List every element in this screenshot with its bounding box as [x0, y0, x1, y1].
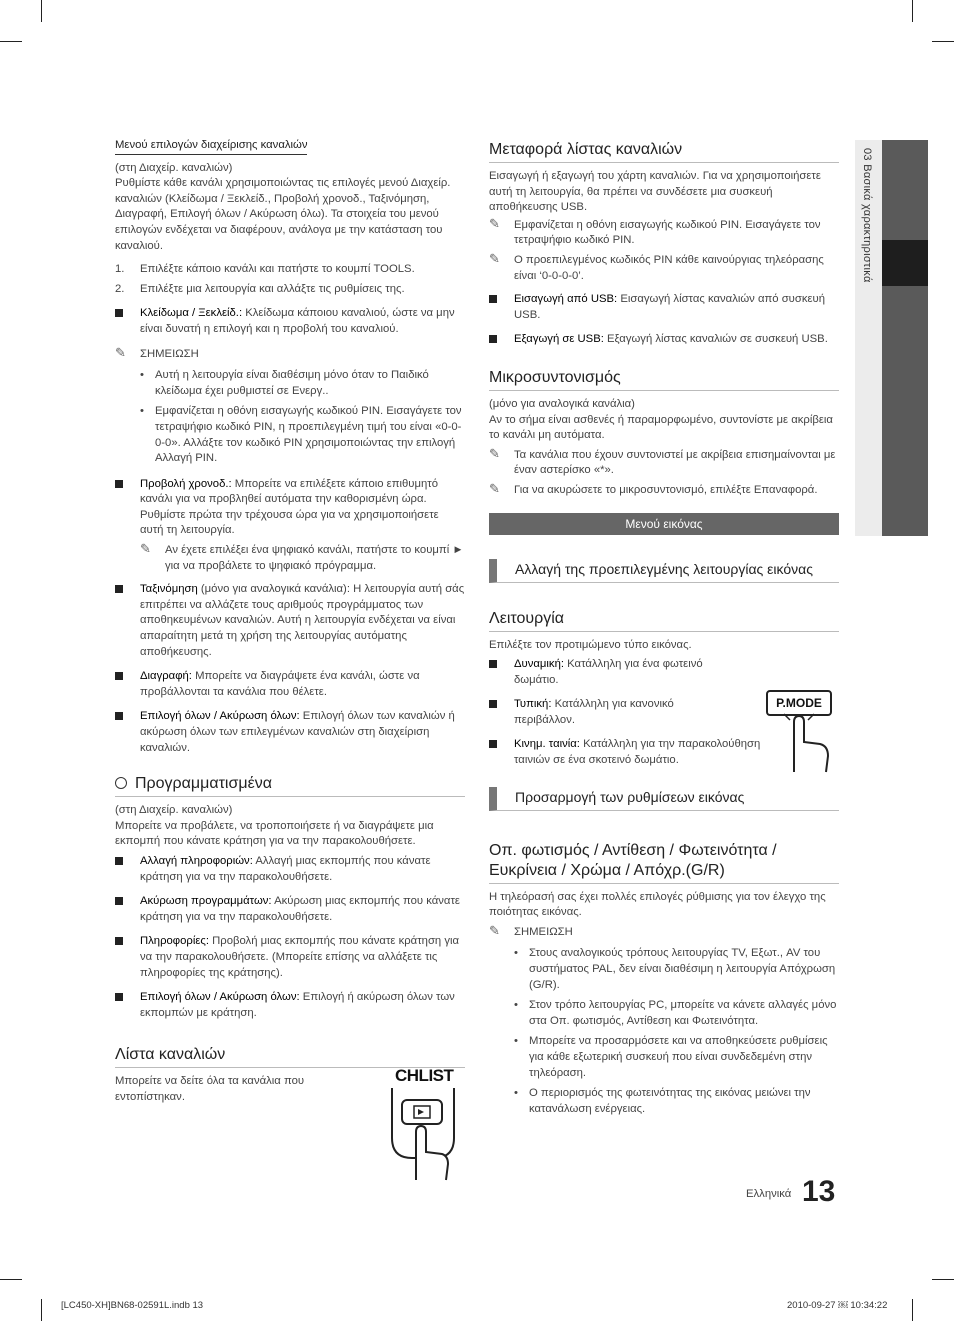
footer-file: [LC450-XH]BN68-02591L.indb 13: [61, 1300, 204, 1311]
item-text: Κατάλληλη για κανονικό περιβάλλον.: [514, 698, 674, 726]
mode-item: [489, 697, 719, 728]
scheduled-item: [115, 854, 465, 885]
right-column: [489, 140, 839, 1122]
channel-list-heading: Λίστα καναλιών: [115, 1045, 465, 1068]
item-term: Αλλαγή πληροφοριών:: [140, 854, 253, 867]
pmode-button-illustration: [766, 690, 836, 775]
chapter-tab-label: 03 Βασικά χαρακτηριστικά: [861, 148, 873, 283]
note-text: Εμφανίζεται η οθόνη εισαγωγής κωδικού PIN. Εισαγάγετε τον τετραψήφιο κωδικό PIN.: [514, 218, 821, 247]
item-text: Ακύρωση μιας εκπομπής που κάνατε κράτηση για να την παρακολουθήσετε.: [140, 895, 460, 923]
delete-item: [115, 669, 465, 700]
fine-tune-intro: Αν το σήμα είναι ασθενές ή παραμορφωμένο, συντονίστε με ακρίβεια το κανάλι μη αυτόματα.: [489, 413, 833, 442]
note-text: Ο προεπιλεγμένος κωδικός PIN κάθε καινούργιας τηλεόρασης είναι ‘0-0-0-0’.: [514, 253, 824, 282]
note-pencil-icon: ✎: [489, 445, 500, 461]
crop-mark: [41, 0, 42, 22]
item-term: Ακύρωση προγραμμάτων:: [140, 895, 272, 908]
transfer-note: [489, 250, 839, 284]
usb-export-item: [489, 332, 839, 348]
pmode-label: P.MODE: [766, 690, 832, 716]
chapter-tab: [855, 140, 882, 536]
fine-tune-note: [489, 480, 839, 499]
item-text: Κατάλληλη για ένα φωτεινό δωμάτιο.: [514, 658, 703, 686]
scheduled-item: [115, 894, 465, 925]
note-label: ΣΗΜΕΙΩΣΗ: [514, 925, 573, 938]
step-1: [115, 262, 465, 278]
crop-mark: [932, 1279, 954, 1280]
note-bullet: • Στον τρόπο λειτουργίας PC, μπορείτε να κάνετε αλλαγές μόνο στα Οπ. φωτισμός, Αντίθεση και Φωτεινότητα.: [514, 998, 839, 1029]
fine-tune-heading: Μικροσυντονισμός: [489, 368, 839, 391]
step-number: 1.: [115, 263, 125, 276]
item-term: Εισαγωγή από USB:: [514, 293, 618, 306]
transfer-note: [489, 215, 839, 249]
item-term: Κλείδωμα / Ξεκλείδ.:: [140, 307, 243, 320]
note-text: Τα κανάλια που έχουν συντονιστεί με ακρίβεια επισημαίνονται με έναν αστερίσκο «*».: [514, 448, 836, 477]
note-header: [489, 922, 839, 941]
item-term: Κινημ. ταινία:: [514, 738, 580, 751]
timer-note-wrap: [115, 543, 465, 574]
chapter-tab-marker: [882, 240, 928, 286]
note-pencil-icon: ✎: [489, 922, 500, 938]
menu-path: (στη Διαχείρ. καναλιών): [115, 161, 233, 174]
mode-heading: Λειτουργία: [489, 609, 839, 632]
chlist-button-illustration: [388, 1066, 458, 1186]
scheduled-heading: [115, 774, 465, 797]
left-column: [115, 138, 465, 1114]
select-all-item: [115, 709, 465, 756]
item-term: Εξαγωγή σε USB:: [514, 333, 604, 346]
note-bullets: [115, 368, 465, 467]
item-text: Εξαγωγή λίστας καναλιών σε συσκευή USB.: [603, 333, 828, 346]
note-bullet: • Μπορείτε να προσαρμόσετε και να αποθηκεύσετε ρυθμίσεις για κάθε εξωτερική συσκευή που είναι συνδεδεμένη στην τηλεόραση.: [514, 1034, 839, 1081]
channel-list-text: Μπορείτε να δείτε όλα τα κανάλια που εντοπίστηκαν.: [115, 1075, 305, 1103]
item-text: Προβολή μιας εκπομπής που κάνατε κράτηση για να την παρακολουθήσετε. (Μπορείτε επίσης να αλλάξετε τις πληροφορίες της κράτησης).: [140, 935, 460, 979]
item-text: Κλείδωμα κάποιου καναλιού, ώστε να μην είναι δυνατή η επιλογή και η προβολή του καναλιού.: [140, 307, 455, 335]
picture-menu-band: Μενού εικόνας: [489, 513, 839, 535]
note-text: Για να ακυρώσετε το μικροσυντονισμό, επιλέξτε Επαναφορά.: [514, 483, 818, 496]
scheduled-item: [115, 990, 465, 1021]
sort-item: [115, 582, 465, 660]
chapter-tab-dark: [882, 140, 928, 536]
transfer-intro: Εισαγωγή ή εξαγωγή του χάρτη καναλιών. Για να χρησιμοποιήσετε αυτή τη λειτουργία, θα πρέπει να συνδέσετε μια συσκευή αποθήκευσης USB.: [489, 170, 821, 214]
adjust-settings-heading: Προσαρμογή των ρυθμίσεων εικόνας: [489, 787, 839, 811]
timer-item: [115, 477, 465, 539]
hand-pressing-icon: [388, 1088, 458, 1188]
note-bullet: • Ο περιορισμός της φωτεινότητας της εικόνας μειώνει την κατανάλωση ενέργειας.: [514, 1086, 839, 1117]
crop-mark: [0, 1279, 22, 1280]
fine-tune-note: [489, 445, 839, 479]
item-text: Επιλογή ή ακύρωση όλων των εκπομπών με κράτηση.: [140, 991, 455, 1019]
item-term: Προβολή χρονοδ.:: [140, 477, 232, 490]
crop-mark: [912, 0, 913, 22]
note-bullet: • Αυτή η λειτουργία είναι διαθέσιμη μόνο όταν το Παιδικό κλείδωμα έχει ρυθμιστεί σε Ενεργ..: [140, 368, 465, 399]
footer-language: Ελληνικά: [746, 1188, 792, 1200]
backlight-heading: Οπ. φωτισμός / Αντίθεση / Φωτεινότητα / Ευκρίνεια / Χρώμα / Απόχρ.(G/R): [489, 841, 839, 884]
lock-item: [115, 306, 465, 337]
note-bullets: [489, 946, 839, 1117]
item-term: Επιλογή όλων / Ακύρωση όλων:: [140, 991, 300, 1004]
item-term: Πληροφορίες:: [140, 935, 209, 948]
item-term: Διαγραφή:: [140, 670, 192, 683]
note-label: ΣΗΜΕΙΩΣΗ: [140, 347, 199, 360]
transfer-heading: Μεταφορά λίστας καναλιών: [489, 140, 839, 163]
note-pencil-icon: ✎: [115, 344, 126, 360]
step-text: Επιλέξτε κάποιο κανάλι και πατήστε το κουμπί TOOLS.: [140, 263, 415, 276]
menu-options-title: Μενού επιλογών διαχείρισης καναλιών: [115, 138, 307, 155]
note-bullet: • Στους αναλογικούς τρόπους λειτουργίας TV, Εξωτ., AV του συστήματος PAL, δεν είναι διαθέσιμη η λειτουργία Απόχρωση (G/R).: [514, 946, 839, 993]
note-text: Αν έχετε επιλέξει ένα ψηφιακό κανάλι, πατήστε το κουμπί ► για να προβάλετε το ψηφιακό πρόγραμμα.: [165, 544, 464, 572]
clock-icon: [115, 777, 127, 789]
note-header: [115, 344, 465, 363]
crop-mark: [41, 1299, 42, 1321]
mode-item: [489, 737, 784, 768]
note-pencil-icon: ✎: [489, 215, 500, 231]
mode-intro: Επιλέξτε τον προτιμώμενο τύπο εικόνας.: [489, 638, 692, 651]
item-text: (μόνο για αναλογικά κανάλια): Η λειτουργία αυτή σάς επιτρέπει να αλλάζετε τους αριθμούς προγράμματος των αποθηκευμένων καναλιών. Αυτή η λειτουργία ενδέχεται να είναι απαραίτητη μετά τη χρήση της λειτουργίας αυτόματης αποθήκευσης.: [140, 583, 465, 658]
note-pencil-icon: ✎: [489, 250, 500, 266]
crop-mark: [912, 1299, 913, 1321]
note-pencil-icon: ✎: [489, 480, 500, 496]
scheduled-title: Προγραμματισμένα: [135, 775, 272, 793]
item-term: Ταξινόμηση: [140, 583, 198, 596]
item-term: Τυπική:: [514, 698, 552, 711]
step-2: [115, 282, 465, 298]
footer-date: 2010-09-27 ￼ 10:34:22: [787, 1300, 888, 1311]
crop-mark: [0, 41, 22, 42]
chlist-label: CHLIST: [395, 1066, 454, 1085]
hand-pressing-icon: [772, 712, 842, 774]
note-pencil-icon: ✎: [140, 541, 151, 557]
fine-tune-path: (μόνο για αναλογικά κανάλια): [489, 397, 635, 410]
item-text: Επιλογή όλων των καναλιών ή ακύρωση όλων των επιλεγμένων καναλιών στη διαχείριση καναλιών.: [140, 710, 455, 754]
scheduled-intro: Μπορείτε να προβάλετε, να τροποποιήσετε ή να διαγράψετε μια εκπομπή που κάνατε κράτηση για να την παρακολουθήσετε.: [115, 819, 434, 848]
scheduled-item: [115, 934, 465, 981]
usb-import-item: [489, 292, 839, 323]
item-text: Μπορείτε να επιλέξετε κάποιο επιθυμητό κανάλι για να προβληθεί αυτόματα την καθορισμένη ώρα. Ρυθμίστε πρώτα την τρέχουσα ώρα για να χρησιμοποιήσετε αυτή τη λειτουργία.: [140, 477, 439, 537]
mode-item: [489, 657, 719, 688]
backlight-intro: Η τηλεόρασή σας έχει πολλές επιλογές ρύθμισης για τον έλεγχο της ποιότητας εικόνας.: [489, 890, 826, 919]
step-text: Επιλέξτε μια λειτουργία και αλλάξτε τις ρυθμίσεις της.: [140, 282, 405, 295]
change-mode-heading: Αλλαγή της προεπιλεγμένης λειτουργίας εικόνας: [489, 559, 839, 583]
crop-mark: [932, 41, 954, 42]
item-text: Εισαγωγή λίστας καναλιών από συσκευή USB.: [514, 293, 825, 321]
step-number: 2.: [115, 282, 125, 295]
menu-intro: Ρυθμίστε κάθε κανάλι χρησιμοποιώντας τις επιλογές μενού Διαχείρ. καναλιών (Κλείδωμα / Ξεκλείδ., Προβολή χρονοδ., Ταξινόμηση, Διαγραφή, Επιλογή όλων / Ακύρωση όλω). Τα στοιχεία του μενού επιλογών ενδέχεται να διαφέρουν, ανάλογα με την κατάσταση του καναλιού.: [115, 177, 451, 252]
timer-note: [140, 543, 465, 574]
item-text: Μπορείτε να διαγράψετε ένα κανάλι, ώστε να προβάλλονται τα κανάλια που θέλετε.: [140, 670, 420, 698]
note-bullet: • Εμφανίζεται η οθόνη εισαγωγής κωδικού PIN. Εισαγάγετε τον τετραψήφιο κωδικό PIN, η προεπιλεγμένη τιμή του είναι «0-0-0-0». Αλλάξτε τον κωδικό PIN χρησιμοποιώντας την επιλογή Αλλαγή PIN.: [140, 404, 465, 466]
item-text: Αλλαγή μιας εκπομπής που κάνατε κράτηση για να την παρακολουθήσετε.: [140, 854, 431, 883]
scheduled-path: (στη Διαχείρ. καναλιών): [115, 804, 233, 817]
item-term: Δυναμική:: [514, 658, 564, 671]
page-number: 13: [802, 1175, 836, 1208]
item-term: Επιλογή όλων / Ακύρωση όλων:: [140, 710, 300, 723]
item-text: Κατάλληλη για την παρακολούθηση ταινιών σε ένα σκοτεινό δωμάτιο.: [514, 738, 761, 767]
